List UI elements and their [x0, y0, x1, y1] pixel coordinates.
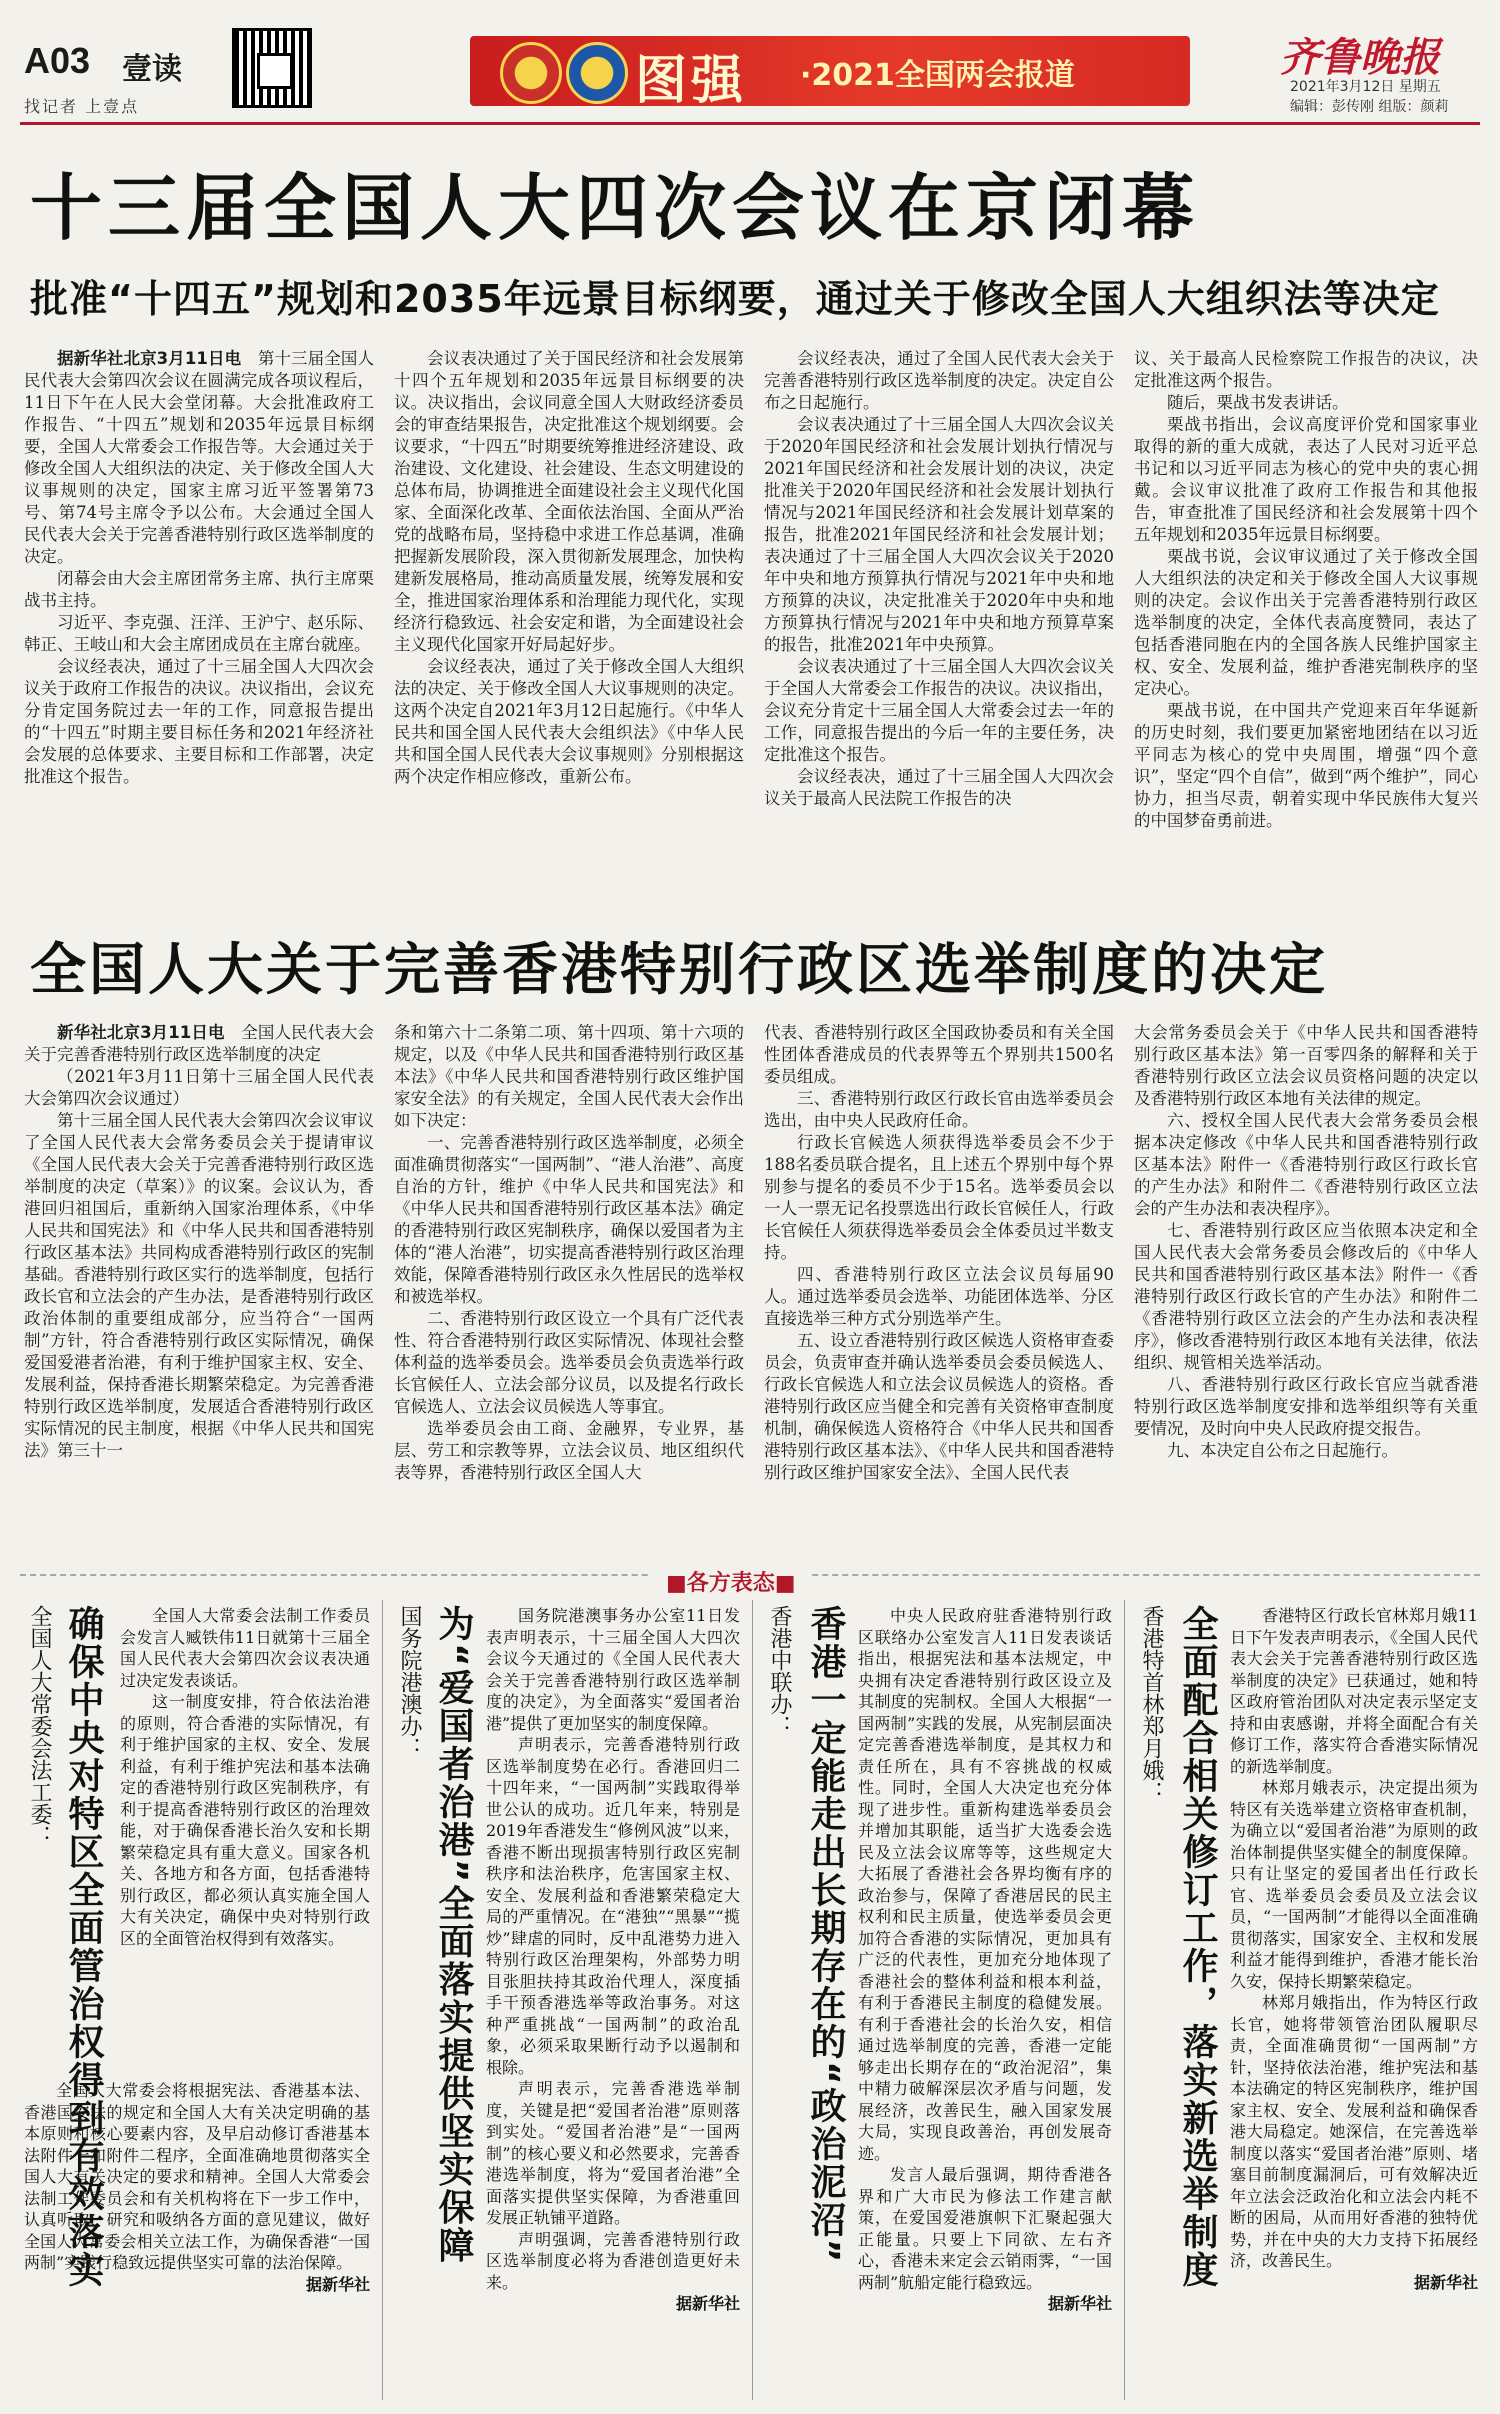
slogan: 找记者 上壹点 [24, 97, 140, 116]
view1-source: 全国人大常委会法工委： [27, 1605, 52, 1847]
lead-dateline: 据新华社北京3月11日电 [57, 349, 242, 368]
decision-column-2: 条和第六十二条第二项、第十四项、第十六项的规定，以及《中华人民共和国香港特别行政区基本法》《中华人民共和国香港特别行政区维护国家安全法》的有关规定，全国人民代表大会作出如下决定： 一、完善香港特别行政区选举制度，必须全面准确贯彻落实“一国两制”、“港人治港”、高度自治的方针，维护《中华人民共和国宪法》和《中华人民共和国香港特别行政区基本法》确定的香港特别行政区宪制秩序，确保以爱国者为主体的“港人治港”，切实提高香港特别行政区治理效能，保障香港特别行政区永久性居民的选举权和被选举权。 二、香港特别行政区设立一个具有广泛代表性、符合香港特别行政区实际情况、体现社会整体利益的选举委员会。选举委员会负责选举行政长官候任人、立法会部分议员，以及提名行政长官候选人、立法会议员候选人等事宜。 选举委员会由工商、金融界，专业界，基层、劳工和宗教等界，立法会议员、地区组织代表等界，香港特别行政区全国人大 [394, 1023, 744, 1482]
view4-body: 香港特区行政长官林郑月娥11日下午发表声明表示，《全国人民代表大会关于完善香港特别行政区选举制度的决定》已获通过，她和特区政府管治团队对决定表示坚定支持和由衷感谢，并将全面配合有关修订工作，落实符合香港实际情况的新选举制度。 林郑月娥表示，决定提出须为特区有关选举建立资格审查机制，为确立以“爱国者治港”为原则的政治体制提供坚实健全的制度保障。只有让坚定的爱国者出任行政长官、选举委员会委员及立法会议员，“一国两制”才能得以全面准确贯彻落实，国家安全、主权和发展利益才能得到维护，香港才能长治久安，保持长期繁荣稳定。 林郑月娥指出，作为特区行政长官，她将带领管治团队履职尽责，全面准确贯彻“一国两制”方针，坚持依法治港，维护宪法和基本法确定的特区宪制秩序，维护国家主权、安全、发展利益和确保香港大局稳定。她深信，在完善选举制度以落实“爱国者治港”原则、堵塞目前制度漏洞后，可有效解决近年立法会泛政治化和立法会内耗不断的困局，从而用好香港的独特优势，并在中央的大力支持下拓展经济，改善民生。 据新华社 [1230, 1606, 1478, 2292]
column-rule [382, 1600, 383, 2400]
main-subheadline: 批准“十四五”规划和2035年远景目标纲要，通过关于修改全国人大组织法等决定 [30, 277, 1440, 321]
view1-sign: 据新华社 [305, 2274, 370, 2294]
column-rule [752, 1600, 753, 2400]
banner-title: 图强 [635, 51, 748, 111]
lead-column-1: 据新华社北京3月11日电 第十三届全国人民代表大会第四次会议在圆满完成各项议程后，11日下午在人民大会堂闭幕。大会批准政府工作报告、“十四五”规划和2035年远景目标纲要，全国人大常委会工作报告等。大会通过关于修改全国人大组织法的决定、关于修改全国人大议事规则的决定，国家主席习近平签署第73号、第74号主席令予以公布。大会通过全国人民代表大会关于完善香港特别行政区选举制度的决定。 闭幕会由大会主席团常务主席、执行主席栗战书主持。 习近平、李克强、汪洋、王沪宁、赵乐际、韩正、王岐山和大会主席团成员在主席台就座。 会议经表决，通过了十三届全国人大四次会议关于政府工作报告的决议。决议指出，会议充分肯定国务院过去一年的工作，同意报告提出的“十四五”时期主要目标任务和2021年经济社会发展的总体要求、主要目标和工作部署，决定批准这个报告。 [24, 349, 374, 786]
issue-date: 2021年3月12日 星期五 [1290, 79, 1441, 95]
national-emblem-icon [500, 42, 562, 104]
view3-body: 中央人民政府驻香港特别行政区联络办公室发言人11日发表谈话指出，根据宪法和基本法规定，中央拥有决定香港特别行政区设立及其制度的宪制权。全国人大根据“一国两制”实践的发展，从宪制层面决定完善香港选举制度，是其权力和责任所在，具有不容挑战的权威性。同时，全国人大决定也充分体现了进步性。重新构建选举委员会并增加其职能，适当扩大选委会选民及立法会议席等等，这些规定大大拓展了香港社会各界均衡有序的政治参与，保障了香港居民的民主权利和民主质量，使选举委员会更加符合香港的实际情况，更加具有广泛的代表性，更加充分地体现了香港社会的整体利益和根本利益，有利于香港民主制度的稳健发展。有利于香港社会的长治久安，相信通过选举制度的完善，香港一定能够走出长期存在的“政治泥沼”，集中精力破解深层次矛盾与问题，发展经济，改善民生，融入国家发展大局，实现良政善治，再创发展奇迹。 发言人最后强调，期待香港各界和广大市民为修法工作建言献策，在爱国爱港旗帜下汇聚起强大正能量。只要上下同欲、左右齐心，香港未来定会云销雨霁，“一国两制”航船定能行稳致远。 据新华社 [858, 1606, 1112, 2313]
decision-column-4: 大会常务委员会关于《中华人民共和国香港特别行政区基本法》第一百零四条的解释和关于香港特别行政区立法会议员资格问题的决定以及香港特别行政区本地有关法律的规定。 六、授权全国人民代表大会常务委员会根据本决定修改《中华人民共和国香港特别行政区基本法》附件一《香港特别行政区行政长官的产生办法》和附件二《香港特别行政区立法会的产生办法和表决程序》。 七、香港特别行政区应当依照本决定和全国人民代表大会常务委员会修改后的《中华人民共和国香港特别行政区基本法》附件一《香港特别行政区行政长官的产生办法》和附件二《香港特别行政区立法会的产生办法和表决程序》，修改香港特别行政区本地有关法律，依法组织、规管相关选举活动。 八、香港特别行政区行政长官应当就香港特别行政区选举制度安排和选举组织等有关重要情况，及时向中央人民政府提交报告。 九、本决定自公布之日起施行。 [1134, 1023, 1478, 1460]
decision-column-1: 新华社北京3月11日电 全国人民代表大会关于完善香港特别行政区选举制度的决定 （2021年3月11日第十三届全国人民代表大会第四次会议通过） 第十三届全国人民代表大会第四次会议审议了全国人民代表大会常务委员会关于提请审议《全国人民代表大会关于完善香港特别行政区选举制度的决定（草案）》的议案。会议认为，香港回归祖国后，重新纳入国家治理体系，《中华人民共和国宪法》和《中华人民共和国香港特别行政区基本法》共同构成香港特别行政区的宪制基础。香港特别行政区实行的选举制度，包括行政长官和立法会的产生办法，是香港特别行政区政治体制的重要组成部分，应当符合“一国两制”方针，符合香港特别行政区实际情况，确保爱国爱港者治港，有利于维护国家主权、安全、发展利益，保持香港长期繁荣稳定。为完善香港特别行政区选举制度，发展适合香港特别行政区实际情况的民主制度，根据《中华人民共和国宪法》第三十一 [24, 1023, 374, 1460]
view1-body-cont: 全国人大常委会将根据宪法、香港基本法、香港国安法的规定和全国人大有关决定明确的基本原则和核心要素内容，及早启动修订香港基本法附件一和附件二程序，全面准确地贯彻落实全国人大有关决定的要求和精神。全国人大常委会法制工作委员会和有关机构将在下一步工作中，认真听取、研究和吸纳各方面的意见建议，做好全国人大常委会相关立法工作，为确保香港“一国两制”实践行稳致远提供坚实可靠的法治保障。 据新华社 [24, 2081, 370, 2294]
view4-headline: 全面配合相关修订工作，落实新选举制度 [1177, 1605, 1218, 2289]
lead-column-3: 会议经表决，通过了全国人民代表大会关于完善香港特别行政区选举制度的决定。决定自公布之日起施行。 会议表决通过了十三届全国人大四次会议关于2020年国民经济和社会发展计划执行情况与2021年国民经济和社会发展计划的决议，决定批准关于2020年国民经济和社会发展计划执行情况与2021年国民经济和社会发展计划草案的报告，批准2021年国民经济和社会发展计划；表决通过了十三届全国人大四次会议关于2020年中央和地方预算执行情况与2021年中央和地方预算的决议，决定批准关于2020年中央和地方预算执行情况与2021年中央和地方预算草案的报告，批准2021年中央预算。 会议表决通过了十三届全国人大四次会议关于全国人大常委会工作报告的决议。决议指出，会议充分肯定十三届全国人大常委会过去一年的工作，同意报告提出的今后一年的主要任务，决定批准这个报告。 会议经表决，通过了十三届全国人大四次会议关于最高人民法院工作报告的决 [764, 349, 1114, 808]
page-header [0, 0, 1500, 120]
view3-headline: 香港一定能走出长期存在的“政治泥沼” [805, 1605, 846, 2265]
masthead-logo: 齐鲁晚报 [1280, 34, 1440, 81]
view4-source: 香港特首林郑月娥： [1139, 1605, 1164, 1803]
view1-body: 全国人大常委会法制工作委员会发言人臧铁伟11日就第十三届全国人民代表大会第四次会议表决通过决定发表谈话。 这一制度安排，符合依法治港的原则，符合香港的实际情况，有利于维护国家的主权、安全、发展利益，有利于维护宪法和基本法确定的香港特别行政区宪制秩序，有利于提高香港特别行政区的治理效能，对于确保香港长治久安和长期繁荣稳定具有重大意义。国家各机关、各地方和各方面，包括香港特别行政区，都必须认真实施全国人大有关决定，确保中央对特别行政区的全面管治权得到有效落实。 [120, 1606, 370, 1948]
banner-subtitle: ·2021全国两会报道 [800, 58, 1075, 93]
header-rule [20, 122, 1480, 125]
view2-source: 国务院港澳办： [397, 1605, 422, 1759]
main-headline: 十三届全国人大四次会议在京闭幕 [30, 166, 1201, 250]
qr-code[interactable] [232, 28, 312, 108]
column-rule [1124, 1600, 1125, 2400]
decision-headline: 全国人大关于完善香港特别行政区选举制度的决定 [30, 938, 1328, 1003]
view2-headline: 为“爱国者治港”全面落实提供坚实保障 [433, 1605, 474, 2265]
view2-sign: 据新华社 [675, 2294, 740, 2313]
view2-body: 国务院港澳事务办公室11日发表声明表示，十三届全国人大四次会议今天通过的《全国人民代表大会关于完善香港特别行政区选举制度的决定》，为全面落实“爱国者治港”提供了更加坚实的制度保障。 声明表示，完善香港特别行政区选举制度势在必行。香港回归二十四年来，“一国两制”实践取得举世公认的成功。近几年来，特别是2019年香港发生“修例风波”以来，香港不断出现损害特别行政区宪制秩序和法治秩序，危害国家主权、安全、发展利益和香港繁荣稳定大局的严重情况。在“港独”“黑暴”“揽炒”肆虐的同时，反中乱港势力进入特别行政区治理架构，外部势力明目张胆扶持其政治代理人，深度插手干预香港选举等政治事务。对这种严重挑战“一国两制”的政治乱象，必须采取果断行动予以遏制和根除。 声明表示，完善香港选举制度，关键是把“爱国者治港”原则落到实处。“爱国者治港”是“一国两制”的核心要义和必然要求，完善香港选举制度，将为“爱国者治港”全面落实提供坚实保障，为香港重回发展正轨铺平道路。 声明强调，完善香港特别行政区选举制度必将为香港创造更好未来。 据新华社 [486, 1606, 740, 2313]
view3-sign: 据新华社 [1047, 2294, 1112, 2313]
views-section-tag: ■各方表态■ [650, 1562, 812, 1601]
editors: 编辑：彭传刚 组版：颜莉 [1290, 99, 1449, 115]
page-number: A03 [24, 40, 91, 81]
lead-column-4: 议、关于最高人民检察院工作报告的决议，决定批准这两个报告。 随后，栗战书发表讲话。 栗战书指出，会议高度评价党和国家事业取得的新的重大成就，表达了人民对习近平总书记和以习近平同志为核心的党中央的衷心拥戴。会议审议批准了政府工作报告和其他报告，审查批准了国民经济和社会发展第十四个五年规划和2035年远景目标纲要。 栗战书说，会议审议通过了关于修改全国人大组织法的决定和关于修改全国人大议事规则的决定。会议作出关于完善香港特别行政区选举制度的决定，全体代表高度赞同，表达了包括香港同胞在内的全国各族人民维护国家主权、安全、发展利益，维护香港宪制秩序的坚定决心。 栗战书说，在中国共产党迎来百年华诞新的历史时刻，我们要更加紧密地团结在以习近平同志为核心的党中央周围，增强“四个意识”，坚定“四个自信”，做到“两个维护”，同心协力，担当尽责，朝着实现中华民族伟大复兴的中国梦奋勇前进。 [1134, 349, 1478, 830]
decision-dateline: 新华社北京3月11日电 [57, 1023, 225, 1042]
view1-headline: 确保中央对特区全面管治权得到有效落实 [63, 1605, 104, 2289]
view3-source: 香港中联办： [767, 1605, 792, 1737]
section-name: 壹读 [122, 52, 182, 87]
view4-sign: 据新华社 [1413, 2272, 1478, 2292]
decision-column-3: 代表、香港特别行政区全国政协委员和有关全国性团体香港成员的代表界等五个界别共1500名委员组成。 三、香港特别行政区行政长官由选举委员会选出，由中央人民政府任命。 行政长官候选人须获得选举委员会不少于188名委员联合提名，且上述五个界别中每个界别参与提名的委员不少于15名。选举委员会以一人一票无记名投票选出行政长官候任人，行政长官候任人须获得选举委员会全体委员过半数支持。 四、香港特别行政区立法会议员每届90人。通过选举委员会选举、功能团体选举、分区直接选举三种方式分别选举产生。 五、设立香港特别行政区候选人资格审查委员会，负责审查并确认选举委员会委员候选人、行政长官候选人和立法会议员候选人的资格。香港特别行政区应当健全和完善有关资格审查制度机制，确保候选人资格符合《中华人民共和国香港特别行政区基本法》、《中华人民共和国香港特别行政区维护国家安全法》、全国人民代表 [764, 1023, 1114, 1482]
cppcc-emblem-icon [566, 42, 628, 104]
lead-column-2: 会议表决通过了关于国民经济和社会发展第十四个五年规划和2035年远景目标纲要的决议。决议指出，会议同意全国人大财政经济委员会的审查结果报告，决定批准这个规划纲要。会议要求，“十四五”时期要统筹推进经济建设、政治建设、文化建设、社会建设、生态文明建设的总体布局，协调推进全面建设社会主义现代化国家、全面深化改革、全面依法治国、全面从严治党的战略布局，坚持稳中求进工作总基调，准确把握新发展阶段，深入贯彻新发展理念，加快构建新发展格局，推动高质量发展，统筹发展和安全，推进国家治理体系和治理能力现代化，实现经济行稳致远、社会安定和谐，为全面建设社会主义现代化国家开好局起好步。 会议经表决，通过了关于修改全国人大组织法的决定、关于修改全国人大议事规则的决定。这两个决定自2021年3月12日起施行。《中华人民共和国全国人民代表大会组织法》《中华人民共和国全国人民代表大会议事规则》分别根据这两个决定作相应修改，重新公布。 [394, 349, 744, 786]
